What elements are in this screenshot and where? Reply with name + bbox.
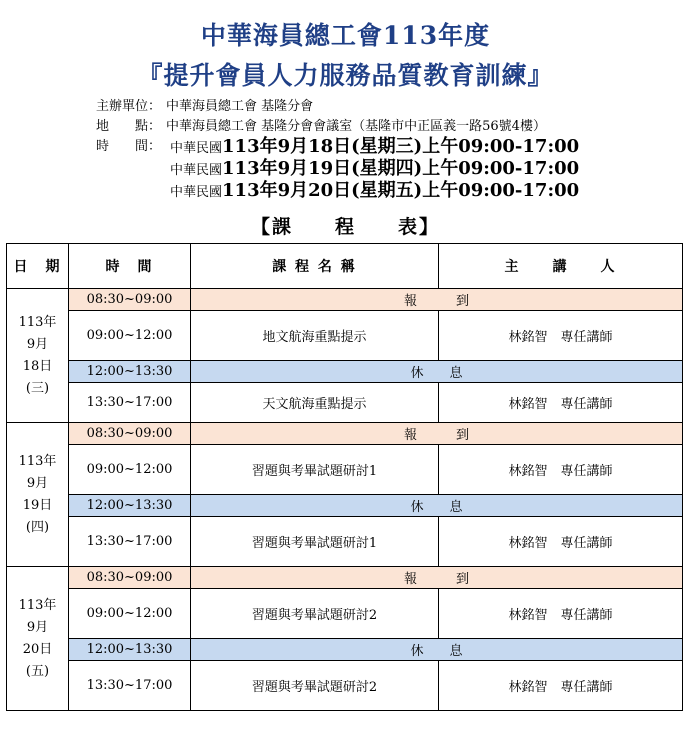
- table-row: [7, 567, 683, 589]
- schedule-title: 【課 程 表】: [250, 216, 440, 238]
- time-cell: 13:30~17:00: [69, 517, 191, 567]
- speaker-cell: 林銘智 專任講師: [439, 589, 683, 639]
- speaker-cell: 林銘智 專任講師: [439, 661, 683, 711]
- organizer-row: [96, 97, 546, 117]
- checkin-cell: 報 到: [191, 567, 683, 589]
- date-prefix: 中華民國: [170, 141, 223, 156]
- speaker-cell: 林銘智 專任講師: [439, 383, 683, 423]
- time-cell: 12:00~13:30: [69, 639, 191, 661]
- table-row: [7, 639, 683, 661]
- break-cell: 休 息: [191, 495, 683, 517]
- date-month: 9月: [26, 619, 49, 635]
- time-cell: 09:00~12:00: [69, 589, 191, 639]
- date-line: [170, 158, 579, 180]
- table-row: [7, 383, 683, 423]
- table-row: [7, 589, 683, 639]
- table-row: [7, 445, 683, 495]
- time-cell: 08:30~09:00: [69, 423, 191, 445]
- date-prefix: 中華民國: [170, 163, 223, 178]
- table-header-row: [7, 244, 683, 289]
- date-cell: [7, 289, 69, 423]
- time-cell: 12:00~13:30: [69, 361, 191, 383]
- location-row: [96, 117, 546, 137]
- date-text: 113年9月20日(星期五)上午09:00-17:00: [222, 180, 580, 201]
- date-cell: [7, 423, 69, 567]
- speaker-cell: 林銘智 專任講師: [439, 517, 683, 567]
- course-cell: 習題與考畢試題研討2: [191, 661, 439, 711]
- date-year: 113年: [18, 453, 57, 469]
- header-course: 課 程 名 稱: [191, 244, 439, 289]
- organizer-value: 中華海員總工會 基隆分會: [166, 99, 314, 114]
- course-cell: 天文航海重點提示: [191, 383, 439, 423]
- time-cell: 13:30~17:00: [69, 661, 191, 711]
- checkin-cell: 報 到: [191, 289, 683, 311]
- schedule-table: [6, 243, 683, 711]
- time-cell: 12:00~13:30: [69, 495, 191, 517]
- date-prefix: 中華民國: [170, 185, 223, 200]
- date-cell: [7, 567, 69, 711]
- break-cell: 休 息: [191, 639, 683, 661]
- date-day: 19日: [22, 497, 53, 513]
- checkin-cell: 報 到: [191, 423, 683, 445]
- header-time: 時 間: [69, 244, 191, 289]
- course-cell: 地文航海重點提示: [191, 311, 439, 361]
- header-date: 日 期: [7, 244, 69, 289]
- date-year: 113年: [18, 597, 57, 613]
- table-row: [7, 289, 683, 311]
- table-row: [7, 495, 683, 517]
- event-dates: [170, 136, 579, 202]
- date-weekday: (四): [25, 519, 50, 535]
- date-month: 9月: [26, 475, 49, 491]
- table-row: [7, 423, 683, 445]
- location-label: 地 點：: [96, 119, 162, 134]
- date-weekday: (三): [25, 380, 50, 396]
- table-row: [7, 361, 683, 383]
- header-speaker: 主 講 人: [439, 244, 683, 289]
- date-text: 113年9月19日(星期四)上午09:00-17:00: [222, 158, 580, 179]
- location-value: 中華海員總工會 基隆分會會議室（基隆市中正區義一路56號4樓）: [166, 119, 546, 134]
- date-line: [170, 180, 579, 202]
- break-cell: 休 息: [191, 361, 683, 383]
- time-cell: 13:30~17:00: [69, 383, 191, 423]
- time-cell: 09:00~12:00: [69, 445, 191, 495]
- time-label: 時 間：: [96, 139, 162, 154]
- date-year: 113年: [18, 314, 57, 330]
- table-row: [7, 517, 683, 567]
- course-cell: 習題與考畢試題研討1: [191, 517, 439, 567]
- date-day: 18日: [22, 358, 53, 374]
- organizer-label: 主辦單位：: [96, 99, 162, 114]
- date-day: 20日: [22, 641, 53, 657]
- date-month: 9月: [26, 336, 49, 352]
- time-cell: 08:30~09:00: [69, 289, 191, 311]
- table-row: [7, 311, 683, 361]
- date-weekday: (五): [25, 663, 50, 679]
- date-text: 113年9月18日(星期三)上午09:00-17:00: [222, 136, 580, 157]
- time-cell: 08:30~09:00: [69, 567, 191, 589]
- time-cell: 09:00~12:00: [69, 311, 191, 361]
- table-row: [7, 661, 683, 711]
- date-line: [170, 136, 579, 158]
- speaker-cell: 林銘智 專任講師: [439, 311, 683, 361]
- speaker-cell: 林銘智 專任講師: [439, 445, 683, 495]
- page-subtitle: 『提升會員人力服務品質教育訓練』: [137, 61, 554, 90]
- course-cell: 習題與考畢試題研討1: [191, 445, 439, 495]
- page-title: 中華海員總工會113年度: [200, 21, 491, 50]
- course-cell: 習題與考畢試題研討2: [191, 589, 439, 639]
